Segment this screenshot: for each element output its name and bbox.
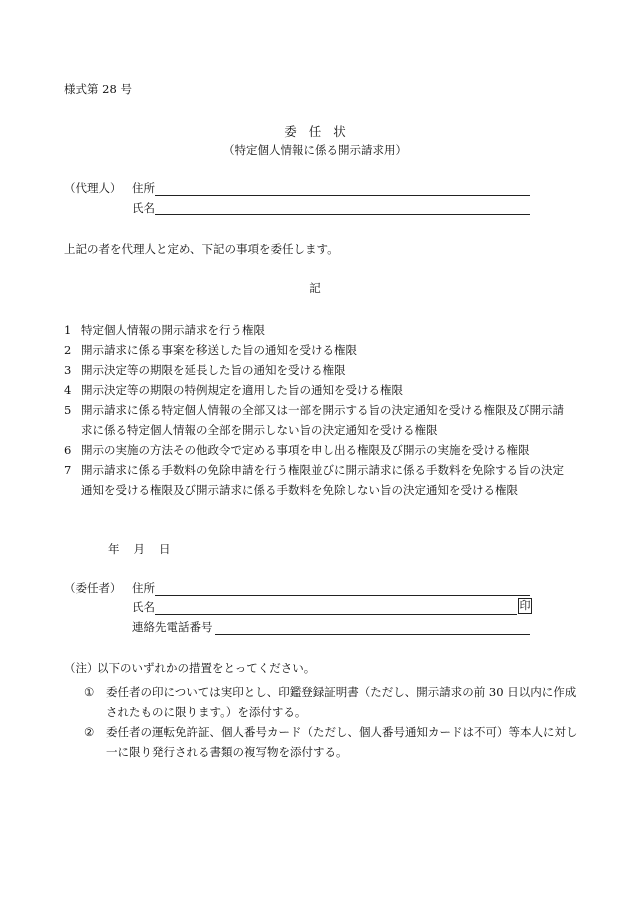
principal-name-label: 氏名	[132, 600, 155, 614]
date-day: 日	[159, 542, 171, 556]
date-year: 年	[108, 542, 120, 556]
agent-address-line[interactable]	[155, 195, 530, 196]
principal-label: （委任者）	[64, 581, 122, 595]
agent-label: （代理人）	[64, 181, 122, 195]
form-number: 様式第 28 号	[64, 82, 132, 96]
document-subtitle: （特定個人情報に係る開示請求用）	[223, 143, 407, 157]
list-item: 4 開示決定等の期限の特例規定を適用した旨の通知を受ける権限	[64, 383, 403, 397]
list-item: 1 特定個人情報の開示請求を行う権限	[64, 323, 265, 337]
seal-stamp-box: 印	[519, 599, 531, 612]
list-item: 6 開示の実施の方法その他政令で定める事項を申し出る権限及び開示の実施を受ける権限	[64, 443, 530, 457]
delegated-powers-list	[64, 320, 574, 500]
document-title: 委任状	[284, 124, 358, 139]
intro-text: 上記の者を代理人と定め、下記の事項を委任します。	[64, 242, 339, 256]
ki-heading: 記	[309, 281, 321, 295]
date-month: 月	[133, 542, 145, 556]
list-item: 5 開示請求に係る特定個人情報の全部又は一部を開示する旨の決定通知を受ける権限及び開示請求に係る特定個人情報の全部を開示しない旨の決定通知を受ける権限	[64, 403, 564, 437]
principal-address-line[interactable]	[155, 595, 530, 596]
list-item: 3 開示決定等の期限を延長した旨の通知を受ける権限	[64, 363, 346, 377]
agent-name-line[interactable]	[155, 214, 530, 215]
agent-name-label: 氏名	[132, 201, 155, 215]
note-label: （注）	[64, 661, 99, 675]
principal-address-label: 住所	[132, 581, 155, 595]
principal-phone-label: 連絡先電話番号	[132, 620, 213, 634]
date-field[interactable]	[108, 543, 185, 557]
principal-phone-line[interactable]	[215, 634, 530, 635]
list-item: 2 開示請求に係る事案を移送した旨の通知を受ける権限	[64, 343, 357, 357]
note-item-2: ② 委任者の運転免許証、個人番号カード（ただし、個人番号通知カードは不可）等本人に対し一に限り発行される書類の複写物を添付する。	[84, 725, 578, 759]
list-item: 7 開示請求に係る手数料の免除申請を行う権限並びに開示請求に係る手数料を免除する旨の決定通知を受ける権限及び開示請求に係る手数料を免除しない旨の決定通知を受ける権限	[64, 463, 564, 497]
principal-name-line[interactable]	[155, 614, 517, 615]
note-item-1: ① 委任者の印については実印とし、印鑑登録証明書（ただし、開示請求の前 30 日以内に作成されたものに限ります。）を添付する。	[84, 685, 577, 719]
agent-address-label: 住所	[132, 181, 155, 195]
note-intro: 以下のいずれかの措置をとってください。	[97, 661, 316, 675]
